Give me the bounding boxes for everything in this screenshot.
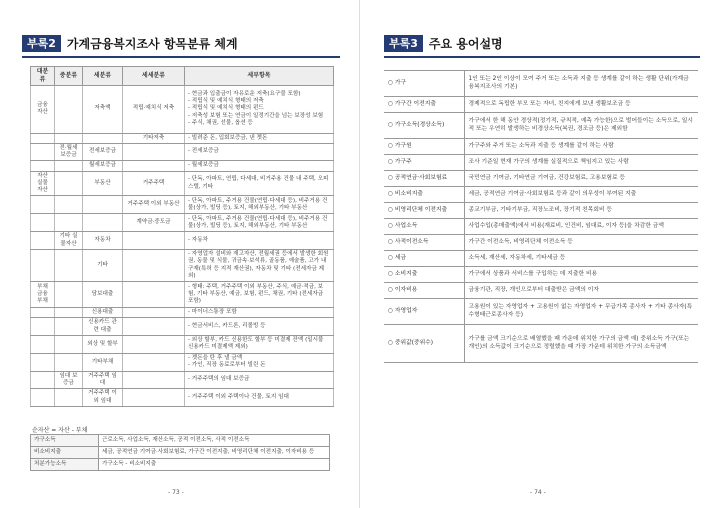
category-cell: 담보대출 — [83, 282, 123, 308]
classification-row — [31, 133, 334, 143]
detail-cell: - 거주주택의 임대 보증금 — [185, 371, 334, 389]
category-cell: 기타부채 — [83, 353, 123, 371]
category-cell — [123, 389, 185, 407]
glossary-row — [384, 187, 698, 203]
category-cell — [55, 214, 83, 232]
detail-cell: - 거주주택 이외 주택이나 건물, 토지 임대 — [185, 389, 334, 407]
glossary-row — [384, 113, 698, 139]
category-cell — [31, 308, 55, 318]
glossary-row — [384, 203, 698, 219]
glossary-row — [384, 251, 698, 267]
classification-row — [31, 171, 334, 196]
left-section-header — [22, 33, 238, 53]
classification-row — [31, 214, 334, 232]
category-cell: 기타 실물자산 — [55, 232, 83, 250]
classification-row — [31, 232, 334, 250]
glossary-term: ○ 비영리단체 이전지출 — [384, 203, 464, 219]
category-cell: 신용대출 — [83, 308, 123, 318]
income-definition-row — [31, 459, 330, 471]
category-cell — [55, 196, 83, 214]
income-definition-row — [31, 435, 330, 447]
glossary-definition: 고용원이 있는 자영업자 + 고용원이 없는 자영업자 + 무급가족 종사자 + 기타 종사자(특수형태근로종사자 등) — [464, 299, 698, 325]
glossary-term: ○ 가구소득(경상소득) — [384, 113, 464, 139]
category-cell: 기타 — [83, 249, 123, 281]
term-cell: 가구소득 — [31, 435, 99, 447]
detail-cell: - 마이너스통장 포함 — [185, 308, 334, 318]
definition-cell: 가구소득 - 비소비지출 — [99, 459, 330, 471]
category-cell — [31, 232, 55, 250]
glossary-definition: 가구에서 상품과 서비스를 구입하는 데 지출한 비용 — [464, 267, 698, 283]
definition-cell: 세금, 공적연금 기여금·사회보험료, 가구간 이전지출, 비영리단체 이전지출, 이자비용 등 — [99, 447, 330, 459]
glossary-definition: 종교기부금, 기타기부금, 직장노조비, 장기적 친목회비 등 — [464, 203, 698, 219]
category-cell: 임대 보증금 — [55, 371, 83, 389]
glossary-term: ○ 사적이전소득 — [384, 235, 464, 251]
category-cell — [55, 335, 83, 353]
category-cell — [123, 353, 185, 371]
income-definition-table — [30, 434, 330, 471]
category-cell — [31, 161, 55, 171]
glossary-term: ○ 가구주 — [384, 155, 464, 171]
category-cell — [123, 371, 185, 389]
classification-row — [31, 282, 334, 308]
classification-row — [31, 249, 334, 281]
glossary-table — [384, 70, 698, 363]
detail-cell: - 단독, 아파트, 주거용 건물(연립·다세대 등), 비주거용 건물(상가, 빌딩 등), 토지, 해외부동산, 기타 부동산 — [185, 196, 334, 214]
detail-cell: - 전세보증금 — [185, 143, 334, 161]
col-header-major: 대분류 — [31, 67, 55, 86]
glossary-definition: 가구에서 한 해 동안 경상적(정기적, 규칙적, 예측 가능한)으로 벌어들이는 소득으로, 일시적 또는 우연히 발생하는 비경상소득(복권, 경조금 등)은 제외함 — [464, 113, 698, 139]
category-cell — [31, 143, 55, 161]
classification-row — [31, 335, 334, 353]
category-cell — [31, 133, 55, 143]
detail-cell: - 월세보증금 — [185, 161, 334, 171]
detail-cell: - 빌려준 돈, 입회보증금, 낸 곗돈 — [185, 133, 334, 143]
glossary-row — [384, 139, 698, 155]
glossary-term: ○ 공적연금·사회보험료 — [384, 171, 464, 187]
glossary-definition: 사업수입(총매출액)에서 비용(재료비, 인건비, 임대료, 이자 등)을 차감한 금액 — [464, 219, 698, 235]
category-cell: 거주주택 이외 임대 — [83, 389, 123, 407]
category-cell: 거주주택 임대 — [83, 371, 123, 389]
category-cell — [83, 133, 123, 143]
category-cell — [123, 318, 185, 336]
classification-row — [31, 389, 334, 407]
glossary-row — [384, 155, 698, 171]
detail-cell: - 자영업자 설비와 재고자산, 전월세권 등에서 발생한 회원권, 동물 및 식물, 귀금속·보석류, 골동품, 예술품, 고가 내구재(특허 등 지적 재산권), 자동차 및 기타 (전세자금 제외) — [185, 249, 334, 281]
category-cell — [31, 214, 55, 232]
net-asset-note: 순자산 = 자산 - 부채 — [32, 427, 88, 434]
category-cell: 금융 자산 — [31, 85, 55, 133]
detail-cell: - 단독, 아파트, 주거용 건물(연립·다세대 등), 비주거용 건물(상가, 빌딩 등), 토지, 해외부동산, 기타 부동산 — [185, 214, 334, 232]
category-cell — [55, 171, 83, 196]
category-cell — [55, 161, 83, 171]
classification-table — [30, 66, 334, 407]
appendix-badge: 부록3 — [384, 35, 423, 52]
category-cell: 부채 금융 부채 — [31, 282, 55, 308]
glossary-term: ○ 중위값(중위수) — [384, 325, 464, 363]
glossary-row — [384, 71, 698, 97]
glossary-row — [384, 171, 698, 187]
glossary-row — [384, 219, 698, 235]
category-cell — [123, 232, 185, 250]
category-cell: 외상 및 할부 — [83, 335, 123, 353]
glossary-row — [384, 299, 698, 325]
detail-cell: - 자동차 — [185, 232, 334, 250]
glossary-term: ○ 세금 — [384, 251, 464, 267]
category-cell: 자동차 — [83, 232, 123, 250]
category-cell: 전·월세 보증금 — [55, 143, 83, 161]
detail-cell: - 곗돈을 탄 후 낼 금액 - 가인, 직장 동료로부터 빌린 돈 — [185, 353, 334, 371]
right-header-rule — [384, 56, 700, 58]
classification-row — [31, 196, 334, 214]
category-cell — [123, 161, 185, 171]
col-header-minor: 세분류 — [83, 67, 123, 86]
category-cell: 전세보증금 — [83, 143, 123, 161]
right-section-title: 주요 용어설명 — [428, 36, 503, 51]
classification-body — [31, 85, 334, 406]
detail-cell: - 현금과 입출금이 자유로운 저축(요구불 포함) - 적립식 및 예치식 형태의 저축 - 적립식 및 예치식 형태의 펀드 - 저축성 보험 또는 연금이 일정기간을 넘는 보장성 보험 - 주식, 채권, 선물, 옵션 등 — [185, 85, 334, 133]
left-section-title: 가계금융복지조사 항목분류 체계 — [66, 36, 238, 51]
category-cell — [55, 308, 83, 318]
right-page — [360, 0, 720, 508]
col-header-detail: 세부항목 — [185, 67, 334, 86]
glossary-definition: 국민연금 기여금, 기타연금 기여금, 건강보험료, 고용보험료 등 — [464, 171, 698, 187]
glossary-term: ○ 이자비용 — [384, 283, 464, 299]
category-cell — [31, 371, 55, 389]
category-cell — [123, 282, 185, 308]
category-cell: 거주주택 이외 부동산 — [123, 196, 185, 214]
category-cell: 기타저축 — [123, 133, 185, 143]
category-cell — [31, 389, 55, 407]
page-number: - 73 - — [168, 489, 184, 496]
detail-cell: - 현금서비스, 카드론, 리볼빙 등 — [185, 318, 334, 336]
category-cell — [123, 143, 185, 161]
category-cell: 저축액 — [83, 85, 123, 133]
glossary-definition: 가구간 이전소득, 비영리단체 이전소득 등 — [464, 235, 698, 251]
category-cell: 신용카드 관련 대출 — [83, 318, 123, 336]
category-cell — [31, 335, 55, 353]
category-cell — [31, 249, 55, 281]
glossary-row — [384, 97, 698, 113]
category-cell — [83, 214, 123, 232]
glossary-row — [384, 283, 698, 299]
glossary-definition: 조사 기준일 현재 가구의 생계를 실질적으로 책임지고 있는 사람 — [464, 155, 698, 171]
category-cell: 월세보증금 — [83, 161, 123, 171]
right-section-header — [384, 33, 503, 53]
col-header-middle: 중분류 — [55, 67, 83, 86]
category-cell — [55, 85, 83, 133]
term-cell: 비소비지출 — [31, 447, 99, 459]
classification-row — [31, 371, 334, 389]
category-cell: 부동산 — [83, 171, 123, 196]
left-header-rule — [22, 56, 340, 58]
category-cell: 계약금·중도금 — [123, 214, 185, 232]
glossary-term: ○ 가구간 이전지출 — [384, 97, 464, 113]
glossary-term: ○ 사업소득 — [384, 219, 464, 235]
detail-cell: - 형태: 주택, 거주주택 이외 부동산, 주식, 예금·적금, 보험, 기타 부동산, 예금, 보험, 펀드, 채권, 기타 (전세자금 포함) — [185, 282, 334, 308]
classification-row — [31, 143, 334, 161]
definition-cell: 근로소득, 사업소득, 재산소득, 공적 이전소득, 사적 이전소득 — [99, 435, 330, 447]
classification-row — [31, 353, 334, 371]
glossary-row — [384, 235, 698, 251]
glossary-term: ○ 가구 — [384, 71, 464, 97]
glossary-definition: 가구를 금액 크기순으로 배열했을 때 가운데 위치한 가구의 금액 예) 중위소득 가구(또는 개인)의 소득값이 크기순으로 정렬했을 때 가장 가운데 위치한 가구의 소득금액 — [464, 325, 698, 363]
income-definition-row — [31, 447, 330, 459]
category-cell: 거주주택 — [123, 171, 185, 196]
category-cell — [31, 196, 55, 214]
detail-cell: - 외상 할부, 카드 신용한도 할부 등 미결제 잔액 (일시불 신용카드 미결제액 제외) — [185, 335, 334, 353]
category-cell: 자산 실물 자산 — [31, 171, 55, 196]
glossary-term: ○ 비소비지출 — [384, 187, 464, 203]
col-header-subminor: 세세분류 — [123, 67, 185, 86]
glossary-row — [384, 267, 698, 283]
detail-cell: - 단독, 아파트, 연립, 다세대, 비거주용 건물 내 주택, 오피스텔, 기타 — [185, 171, 334, 196]
term-cell: 처분가능소득 — [31, 459, 99, 471]
category-cell — [83, 196, 123, 214]
category-cell: 적립·예치식 저축 — [123, 85, 185, 133]
classification-row — [31, 85, 334, 133]
classification-row — [31, 308, 334, 318]
glossary-definition: 세금, 공적연금 기여금·사회보험료 등과 같이 의무성이 부여된 지출 — [464, 187, 698, 203]
classification-header-row — [31, 67, 334, 86]
glossary-row — [384, 325, 698, 363]
category-cell — [55, 133, 83, 143]
appendix-badge: 부록2 — [22, 35, 61, 52]
page-number: - 74 - — [530, 489, 546, 496]
category-cell — [123, 249, 185, 281]
glossary-term: ○ 자영업자 — [384, 299, 464, 325]
glossary-definition: 금융기관, 직장, 개인으로부터 대출받은 금액의 이자 — [464, 283, 698, 299]
category-cell — [31, 353, 55, 371]
category-cell — [55, 318, 83, 336]
glossary-definition: 소득세, 재산세, 자동차세, 기타세금 등 — [464, 251, 698, 267]
category-cell — [55, 249, 83, 281]
category-cell — [31, 318, 55, 336]
category-cell — [123, 308, 185, 318]
classification-row — [31, 161, 334, 171]
glossary-term: ○ 소비지출 — [384, 267, 464, 283]
category-cell — [55, 389, 83, 407]
glossary-term: ○ 가구원 — [384, 139, 464, 155]
glossary-definition: 가구주와 주거 또는 소득과 지출 등 생계를 같이 하는 사람 — [464, 139, 698, 155]
glossary-definition: 경제적으로 독립한 부모 또는 자녀, 친지에게 보낸 생활보조금 등 — [464, 97, 698, 113]
glossary-definition: 1인 또는 2인 이상이 모여 주거 또는 소득과 지출 등 생계를 같이 하는 생활 단위(가계금융복지조사의 기본) — [464, 71, 698, 97]
category-cell — [123, 335, 185, 353]
category-cell — [55, 282, 83, 308]
classification-row — [31, 318, 334, 336]
category-cell — [55, 353, 83, 371]
